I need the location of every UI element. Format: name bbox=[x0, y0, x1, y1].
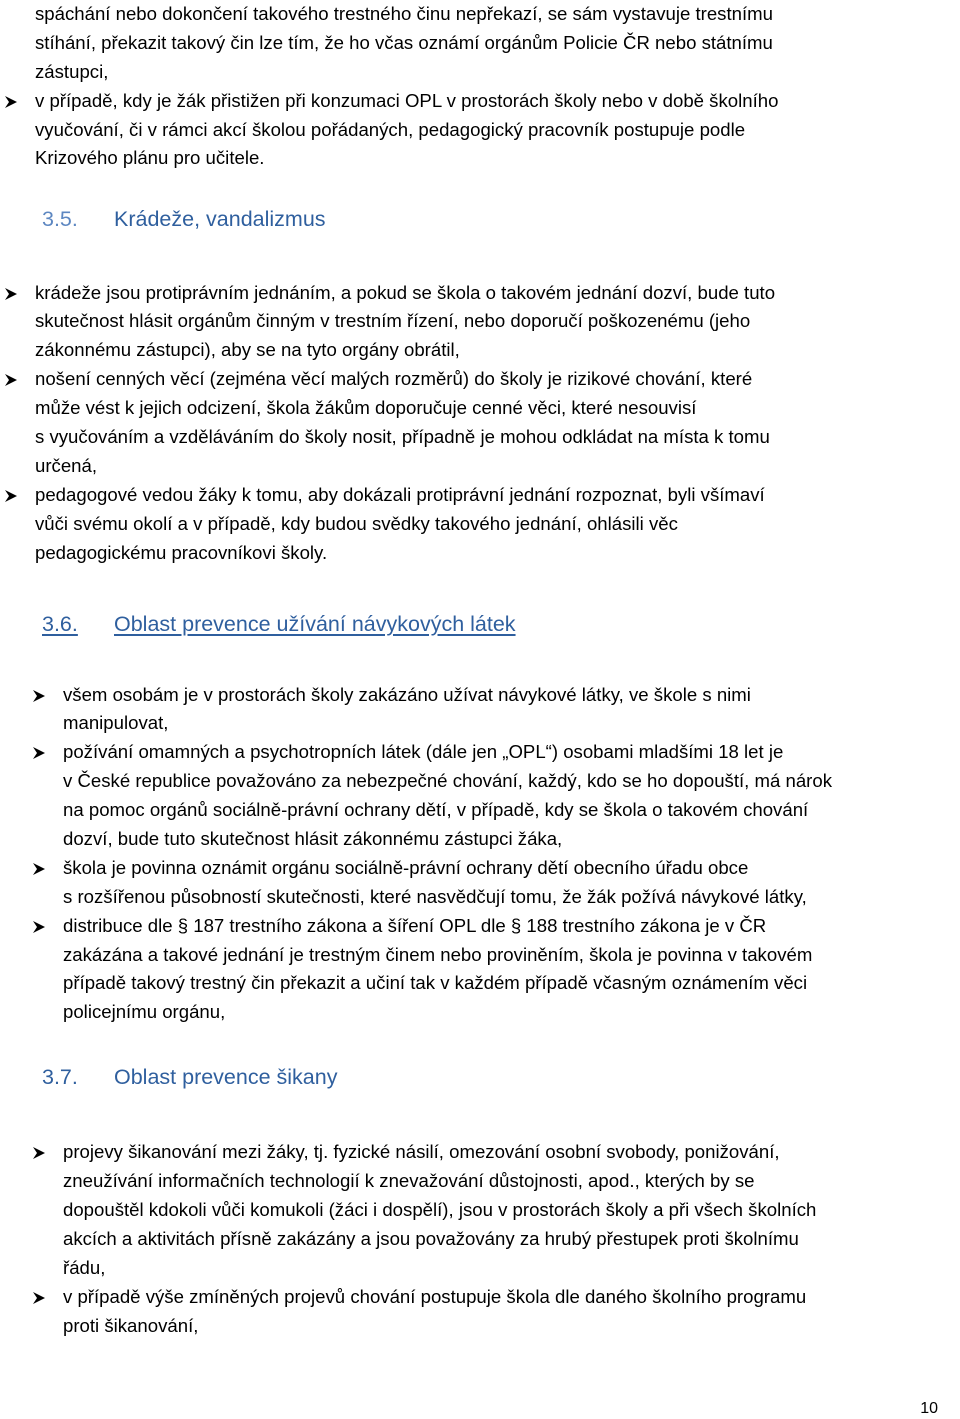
arrowhead-bullet-icon bbox=[30, 854, 48, 883]
section-number: 3.6. bbox=[42, 612, 78, 636]
text-line: s rozšířenou působností skutečnosti, které nasvědčují tomu, že žák požívá návykové látky, bbox=[63, 885, 807, 907]
text-line: v České republice považováno za nebezpečné chování, každý, kdo se ho dopouští, má nárok bbox=[63, 770, 833, 792]
text-line: určená, bbox=[35, 454, 98, 476]
arrowhead-bullet-icon bbox=[2, 481, 20, 510]
text-line: stíhání, překazit takový čin lze tím, že ho včas oznámí orgánům Policie ČR nebo státnímu bbox=[35, 31, 773, 53]
text-line: projevy šikanování mezi žáky, tj. fyzické násilí, omezování osobní svobody, ponižování, bbox=[63, 1141, 780, 1163]
arrowhead-bullet-icon bbox=[30, 738, 48, 767]
text-line: škola je povinna oznámit orgánu sociálně-právní ochrany dětí obecního úřadu obce bbox=[63, 856, 749, 878]
page-number: 10 bbox=[920, 1400, 938, 1417]
text-line: na pomoc orgánů sociálně-právní ochrany dětí, v případě, kdy se škola o takovém chování bbox=[63, 799, 809, 821]
arrowhead-bullet-icon bbox=[2, 87, 20, 116]
text-line: pedagogickému pracovníkovi školy. bbox=[35, 541, 328, 563]
arrowhead-bullet-icon bbox=[2, 279, 20, 308]
text-line: manipulovat, bbox=[63, 712, 169, 734]
list-item bbox=[35, 481, 765, 568]
text-line: vyučování, či v rámci akcí školou pořádaných, pedagogický pracovník postupuje podle bbox=[35, 118, 746, 140]
arrowhead-bullet-icon bbox=[30, 681, 48, 710]
list-item bbox=[63, 1283, 806, 1341]
list-item bbox=[35, 87, 778, 174]
text-line: může vést k jejich odcizení, škola žákům doporučuje cenné věci, které nesouvisí bbox=[35, 397, 697, 419]
text-line: dopouštěl kdokoli vůči komukoli (žáci i dospělí), jsou v prostorách školy a při všech školních bbox=[63, 1199, 817, 1221]
text-line: krádeže jsou protiprávním jednáním, a pokud se škola o takovém jednání dozví, bude tuto bbox=[35, 281, 776, 303]
text-line: v případě výše zmíněných projevů chování postupuje škola dle daného školního programu bbox=[63, 1286, 807, 1307]
arrowhead-bullet-icon bbox=[30, 1138, 48, 1167]
section-number: 3.7. bbox=[42, 1065, 78, 1089]
list-item bbox=[63, 1138, 816, 1282]
text-line: všem osobám je v prostorách školy zakázáno užívat návykové látky, ve škole s nimi bbox=[63, 683, 751, 705]
text-line: dozví, bude tuto skutečnost hlásit zákonnému zástupci žáka, bbox=[63, 827, 563, 849]
list-item bbox=[35, 365, 770, 481]
text-line: zakázána a takové jednání je trestným činem nebo proviněním, škola je povinna v takovém bbox=[63, 943, 813, 965]
text-line: nošení cenných věcí (zejména věcí malých rozměrů) do školy je rizikové chování, které bbox=[35, 368, 753, 390]
arrowhead-bullet-icon bbox=[30, 912, 48, 941]
list-item bbox=[63, 912, 812, 1028]
section-title: Oblast prevence šikany bbox=[114, 1065, 338, 1089]
text-line: spáchání nebo dokončení takového trestného činu nepřekazí, se sám vystavuje trestnímu bbox=[35, 3, 773, 24]
text-line: vůči svému okolí a v případě, kdy budou svědky takového jednání, ohlásili věc bbox=[35, 512, 678, 534]
text-line: Krizového plánu pro učitele. bbox=[35, 147, 265, 169]
text-line: s vyučováním a vzděláváním do školy nosit, případně je mohou odkládat na místa k tomu bbox=[35, 425, 770, 447]
text-line: zákonnému zástupci), aby se na tyto orgány obrátil, bbox=[35, 339, 460, 361]
section-title: Oblast prevence užívání návykových látek bbox=[114, 612, 516, 636]
text-line: akcích a aktivitách přísně zakázány a jsou považovány za hrubý přestupek proti školnímu bbox=[63, 1227, 799, 1249]
text-line: případě takový trestný čin překazit a učiní tak v každém případě včasným oznámením věci bbox=[63, 972, 808, 994]
text-line: zneužívání informačních technologií k znevažování důstojnosti, apod., kterých by se bbox=[63, 1170, 755, 1192]
arrowhead-bullet-icon bbox=[30, 1283, 48, 1312]
text-line: distribuce dle § 187 trestního zákona a šíření OPL dle § 188 trestního zákona je v ČR bbox=[63, 914, 767, 936]
list-item bbox=[63, 681, 751, 739]
text-line: policejnímu orgánu, bbox=[63, 1001, 226, 1023]
text-line: zástupci, bbox=[35, 60, 109, 82]
arrowhead-bullet-icon bbox=[2, 365, 20, 394]
section-number: 3.5. bbox=[42, 207, 78, 231]
text-line: v případě, kdy je žák přistižen při konzumaci OPL v prostorách školy nebo v době školního bbox=[35, 89, 779, 111]
text-line: skutečnost hlásit orgánům činným v trestním řízení, nebo doporučí poškozenému (jeho bbox=[35, 310, 751, 332]
list-item bbox=[35, 279, 775, 366]
text-line: řádu, bbox=[63, 1256, 106, 1278]
list-item bbox=[63, 738, 832, 854]
text-line: pedagogové vedou žáky k tomu, aby dokázali protiprávní jednání rozpoznat, byli všímaví bbox=[35, 483, 765, 505]
section-title: Krádeže, vandalizmus bbox=[114, 207, 326, 231]
intro-paragraph bbox=[35, 0, 773, 87]
list-item bbox=[63, 854, 807, 912]
text-line: proti šikanování, bbox=[63, 1314, 199, 1336]
text-line: požívání omamných a psychotropních látek (dále jen „OPL“) osobami mladšími 18 let je bbox=[63, 741, 784, 763]
